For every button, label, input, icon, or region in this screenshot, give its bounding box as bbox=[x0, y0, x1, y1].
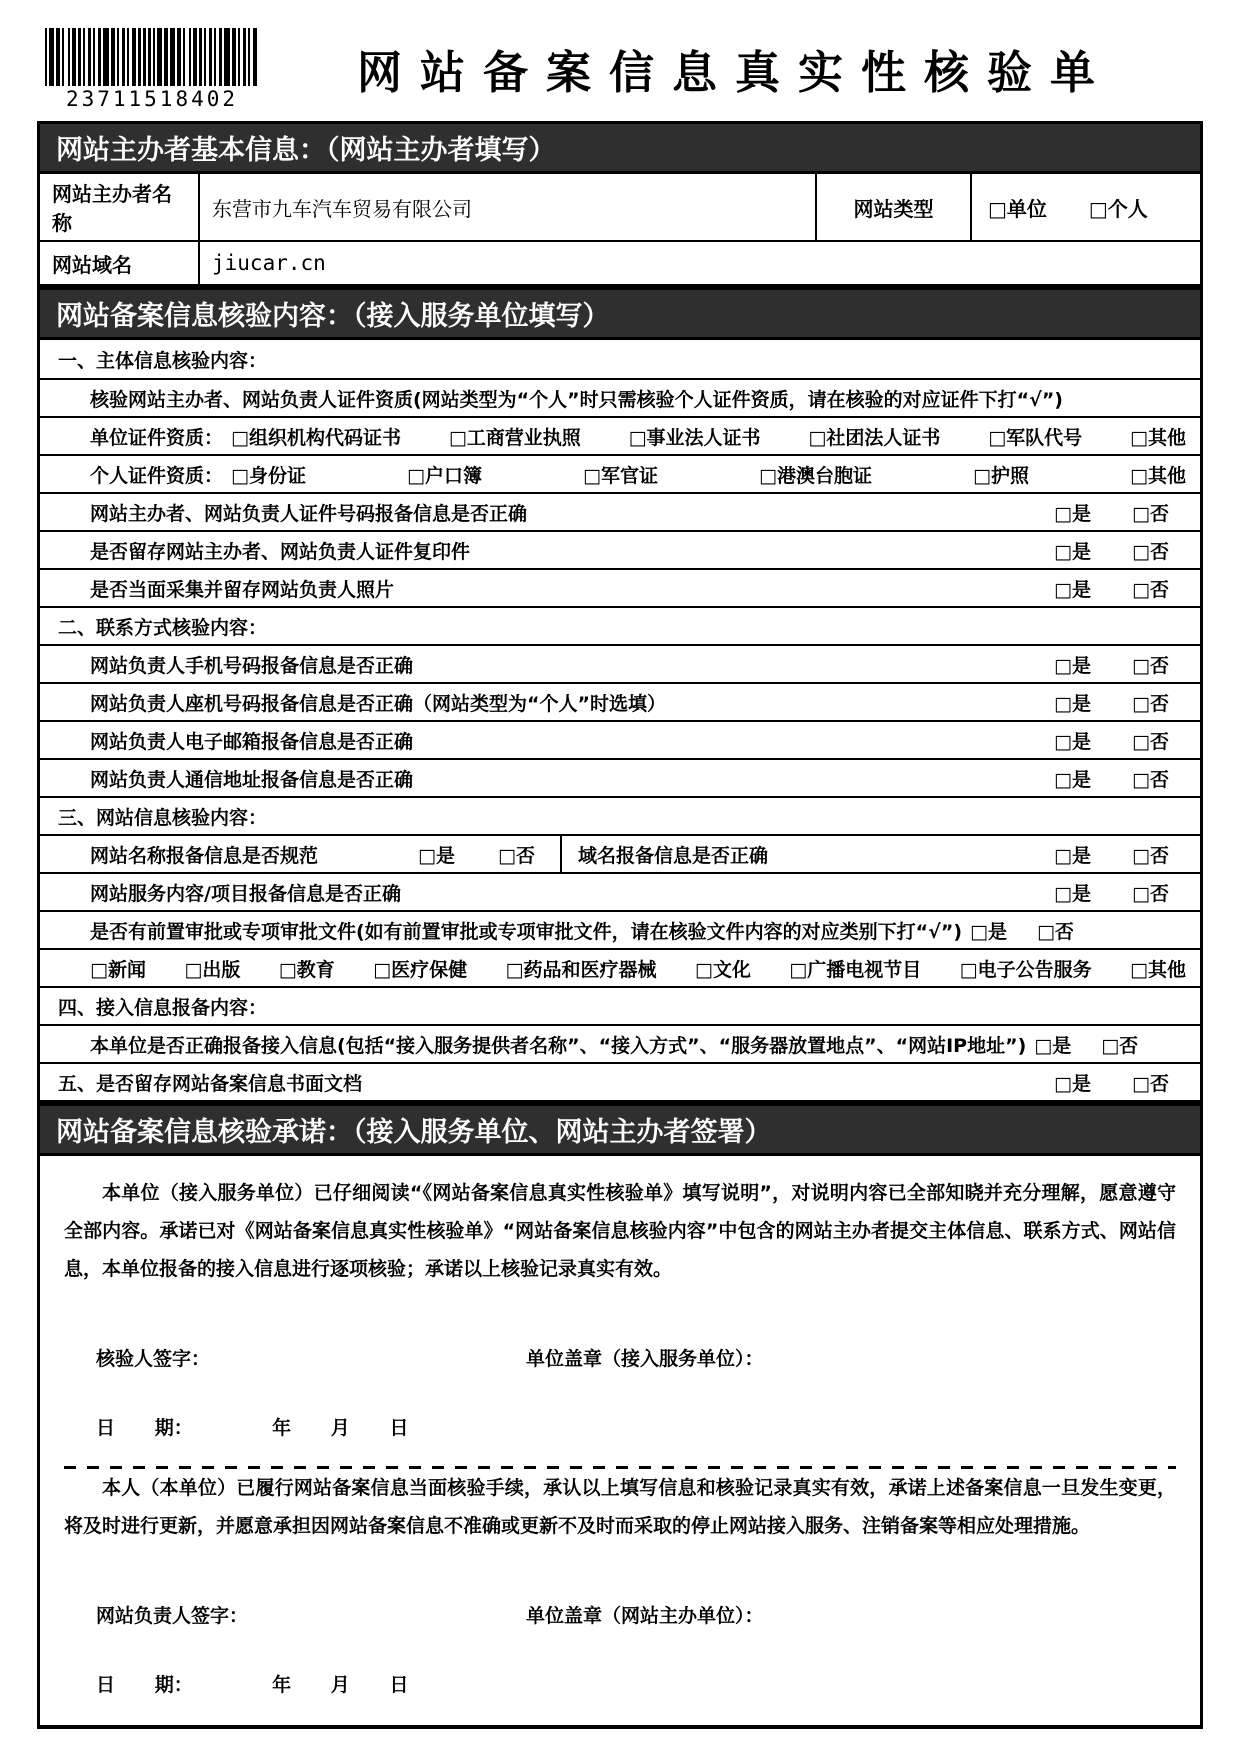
note-text: 核验网站主办者、网站负责人证件资质(网站类型为“个人”时只需核验个人证件资质，请在核验的对应证件下打“√”) bbox=[90, 388, 1063, 411]
date-line: 日 期： 年 月 日 bbox=[96, 1417, 409, 1439]
commitment-paragraph-isp: 本单位（接入服务单位）已仔细阅读“《网站备案信息真实性核验单》填写说明”，对说明内容已全部知晓并充分理解，愿意遵守全部内容。承诺已对《网站备案信息真实性核验单》“网站备案信息核验内容”中包含的网站主办者提交主体信息、联系方式、网站信息，本单位报备的接入信息进行逐项核验；承诺以上核验记录真实有效。 bbox=[64, 1182, 1176, 1280]
no-checkbox: □否 bbox=[1132, 882, 1169, 905]
barcode bbox=[45, 28, 259, 86]
question-text: 网站负责人手机号码报备信息是否正确 bbox=[90, 654, 414, 677]
question-text: 网站负责人电子邮箱报备信息是否正确 bbox=[90, 730, 414, 753]
no-checkbox: □否 bbox=[1132, 578, 1169, 601]
checklist-group-row bbox=[40, 340, 1200, 378]
domain-label: 网站域名 bbox=[52, 252, 132, 277]
yes-checkbox: □是 bbox=[1054, 502, 1091, 525]
no-checkbox: □否 bbox=[1036, 920, 1074, 943]
checklist-options-row bbox=[40, 416, 1200, 454]
yes-checkbox: □是 bbox=[1054, 1072, 1091, 1095]
checklist-split-row bbox=[40, 834, 1200, 872]
yes-checkbox: □是 bbox=[970, 920, 1007, 943]
no-checkbox: □否 bbox=[1132, 502, 1169, 525]
question-text: 网站服务内容/项目报备信息是否正确 bbox=[90, 882, 401, 905]
question-text: 五、是否留存网站备案信息书面文档 bbox=[58, 1072, 363, 1095]
organizer-name-label: 网站主办者名称 bbox=[52, 182, 172, 235]
signature-row bbox=[64, 1344, 1176, 1371]
section-header-commitment: 网站备案信息核验承诺：（接入服务单位、网站主办者签署） bbox=[37, 1103, 1203, 1156]
table-row bbox=[40, 240, 1200, 284]
checklist-inline-yesno-row bbox=[40, 1024, 1200, 1062]
question-text: 网站负责人座机号码报备信息是否正确（网站类型为“个人”时选填） bbox=[90, 692, 666, 715]
form-title: 网站备案信息真实性核验单 bbox=[356, 46, 1113, 99]
yes-checkbox: □是 bbox=[1054, 768, 1091, 791]
option-checkbox: □其他 bbox=[1130, 464, 1186, 487]
verification-checklist bbox=[37, 340, 1203, 1103]
option-checkbox: □身份证 bbox=[231, 464, 306, 487]
section-header-basic-info: 网站主办者基本信息：（网站主办者填写） bbox=[37, 121, 1203, 174]
question-text: 网站主办者、网站负责人证件号码报备信息是否正确 bbox=[90, 502, 528, 525]
option-checkbox: □文化 bbox=[694, 958, 751, 981]
site-type-personal-checkbox: □个人 bbox=[1088, 196, 1148, 221]
unit-seal-organizer-label: 单位盖章（网站主办单位）： bbox=[526, 1605, 764, 1627]
checklist-note-row bbox=[40, 378, 1200, 416]
no-checkbox: □否 bbox=[1132, 768, 1169, 791]
yes-checkbox: □是 bbox=[1054, 882, 1091, 905]
yes-checkbox: □是 bbox=[1034, 1034, 1072, 1057]
page-header bbox=[37, 28, 1203, 111]
no-checkbox: □否 bbox=[1132, 730, 1169, 753]
option-checkbox: □护照 bbox=[973, 464, 1029, 487]
option-checkbox: □其他 bbox=[1130, 958, 1186, 981]
option-checkbox: □医疗保健 bbox=[373, 958, 468, 981]
question-text: 是否留存网站主办者、网站负责人证件复印件 bbox=[90, 540, 471, 563]
split-left-cell bbox=[40, 836, 562, 872]
split-right-cell bbox=[562, 836, 1200, 872]
yes-checkbox: □是 bbox=[1054, 578, 1091, 601]
options-list bbox=[40, 955, 1200, 982]
no-checkbox: □否 bbox=[1101, 1034, 1139, 1057]
commitment-paragraph-organizer: 本人（本单位）已履行网站备案信息当面核验手续，承认以上填写信息和核验记录真实有效，承诺上述备案信息一旦发生变更，将及时进行更新，并愿意承担因网站备案信息不准确或更新不及时而采取的停止网站接入服务、注销备案等相应处理措施。 bbox=[64, 1477, 1176, 1537]
checklist-group-row bbox=[40, 986, 1200, 1024]
option-checkbox: □广播电视节目 bbox=[789, 958, 922, 981]
option-checkbox: □军队代号 bbox=[988, 426, 1083, 449]
yes-checkbox: □是 bbox=[1054, 844, 1091, 867]
options-label: 个人证件资质： bbox=[90, 464, 224, 487]
option-checkbox: □教育 bbox=[278, 958, 335, 981]
signature-row bbox=[64, 1601, 1176, 1628]
checklist-yesno-row bbox=[40, 1062, 1200, 1100]
no-checkbox: □否 bbox=[1132, 844, 1169, 867]
no-checkbox: □否 bbox=[1132, 540, 1169, 563]
option-checkbox: □工商营业执照 bbox=[448, 426, 581, 449]
commitment-box bbox=[37, 1156, 1203, 1729]
checklist-group-row bbox=[40, 606, 1200, 644]
organizer-name-value: 东营市九车汽车贸易有限公司 bbox=[198, 174, 815, 240]
option-checkbox: □港澳台胞证 bbox=[759, 464, 872, 487]
options-list bbox=[223, 461, 1200, 488]
checklist-options-row bbox=[40, 948, 1200, 986]
options-list bbox=[223, 423, 1200, 450]
checklist-options-row bbox=[40, 454, 1200, 492]
group-title: 一、主体信息核验内容： bbox=[58, 349, 268, 372]
no-checkbox: □否 bbox=[498, 844, 535, 867]
site-type-unit-checkbox: □单位 bbox=[988, 196, 1047, 221]
barcode-number: 23711518402 bbox=[65, 87, 239, 111]
question-text: 本单位是否正确报备接入信息(包括“接入服务提供者名称”、“接入方式”、“服务器放置地点”、“网站IP地址”) bbox=[90, 1034, 1027, 1057]
unit-seal-isp-label: 单位盖章（接入服务单位）： bbox=[526, 1348, 764, 1370]
site-type-options bbox=[970, 174, 1200, 240]
date-line: 日 期： 年 月 日 bbox=[96, 1674, 409, 1696]
checklist-yesno-row bbox=[40, 644, 1200, 682]
option-checkbox: □户口簿 bbox=[407, 464, 482, 487]
yes-checkbox: □是 bbox=[1054, 692, 1091, 715]
no-checkbox: □否 bbox=[1132, 692, 1169, 715]
checklist-yesno-row bbox=[40, 568, 1200, 606]
option-checkbox: □社团法人证书 bbox=[808, 426, 941, 449]
option-checkbox: □组织机构代码证书 bbox=[231, 426, 401, 449]
site-type-label: 网站类型 bbox=[815, 174, 970, 240]
form-page bbox=[37, 0, 1203, 1729]
section-header-verification: 网站备案信息核验内容：（接入服务单位填写） bbox=[37, 287, 1203, 340]
yes-checkbox: □是 bbox=[1054, 654, 1091, 677]
question-text: 域名报备信息是否正确 bbox=[578, 844, 769, 867]
checklist-yesno-row bbox=[40, 872, 1200, 910]
question-text: 网站负责人通信地址报备信息是否正确 bbox=[90, 768, 414, 791]
option-checkbox: □电子公告服务 bbox=[959, 958, 1092, 981]
option-checkbox: □军官证 bbox=[583, 464, 658, 487]
question-text: 是否有前置审批或专项审批文件(如有前置审批或专项审批文件，请在核验文件内容的对应类别下打“√”) bbox=[90, 920, 963, 943]
group-title: 二、联系方式核验内容： bbox=[58, 616, 268, 639]
checklist-yesno-row bbox=[40, 758, 1200, 796]
table-row bbox=[40, 174, 1200, 240]
option-checkbox: □药品和医疗器械 bbox=[505, 958, 657, 981]
checklist-yesno-row bbox=[40, 530, 1200, 568]
option-checkbox: □新闻 bbox=[90, 958, 146, 981]
group-title: 三、网站信息核验内容： bbox=[58, 806, 268, 829]
domain-value: jiucar.cn bbox=[198, 242, 1200, 284]
barcode-block bbox=[45, 28, 267, 111]
question-text: 网站名称报备信息是否规范 bbox=[90, 844, 319, 867]
yes-checkbox: □是 bbox=[1054, 540, 1091, 563]
group-title: 四、接入信息报备内容： bbox=[58, 996, 268, 1019]
checklist-group-row bbox=[40, 796, 1200, 834]
verifier-sign-label: 核验人签字： bbox=[96, 1348, 211, 1370]
checklist-inline-yesno-row bbox=[40, 910, 1200, 948]
no-checkbox: □否 bbox=[1132, 654, 1169, 677]
checklist-yesno-row bbox=[40, 720, 1200, 758]
yes-checkbox: □是 bbox=[1054, 730, 1091, 753]
checklist-yesno-row bbox=[40, 492, 1200, 530]
option-checkbox: □其他 bbox=[1130, 426, 1186, 449]
option-checkbox: □事业法人证书 bbox=[628, 426, 761, 449]
responsible-sign-label: 网站负责人签字： bbox=[96, 1605, 249, 1627]
question-text: 是否当面采集并留存网站负责人照片 bbox=[90, 578, 395, 601]
option-checkbox: □出版 bbox=[184, 958, 241, 981]
yes-checkbox: □是 bbox=[418, 844, 455, 867]
options-label: 单位证件资质： bbox=[90, 426, 224, 449]
no-checkbox: □否 bbox=[1132, 1072, 1169, 1095]
basic-info-table bbox=[37, 174, 1203, 287]
checklist-yesno-row bbox=[40, 682, 1200, 720]
